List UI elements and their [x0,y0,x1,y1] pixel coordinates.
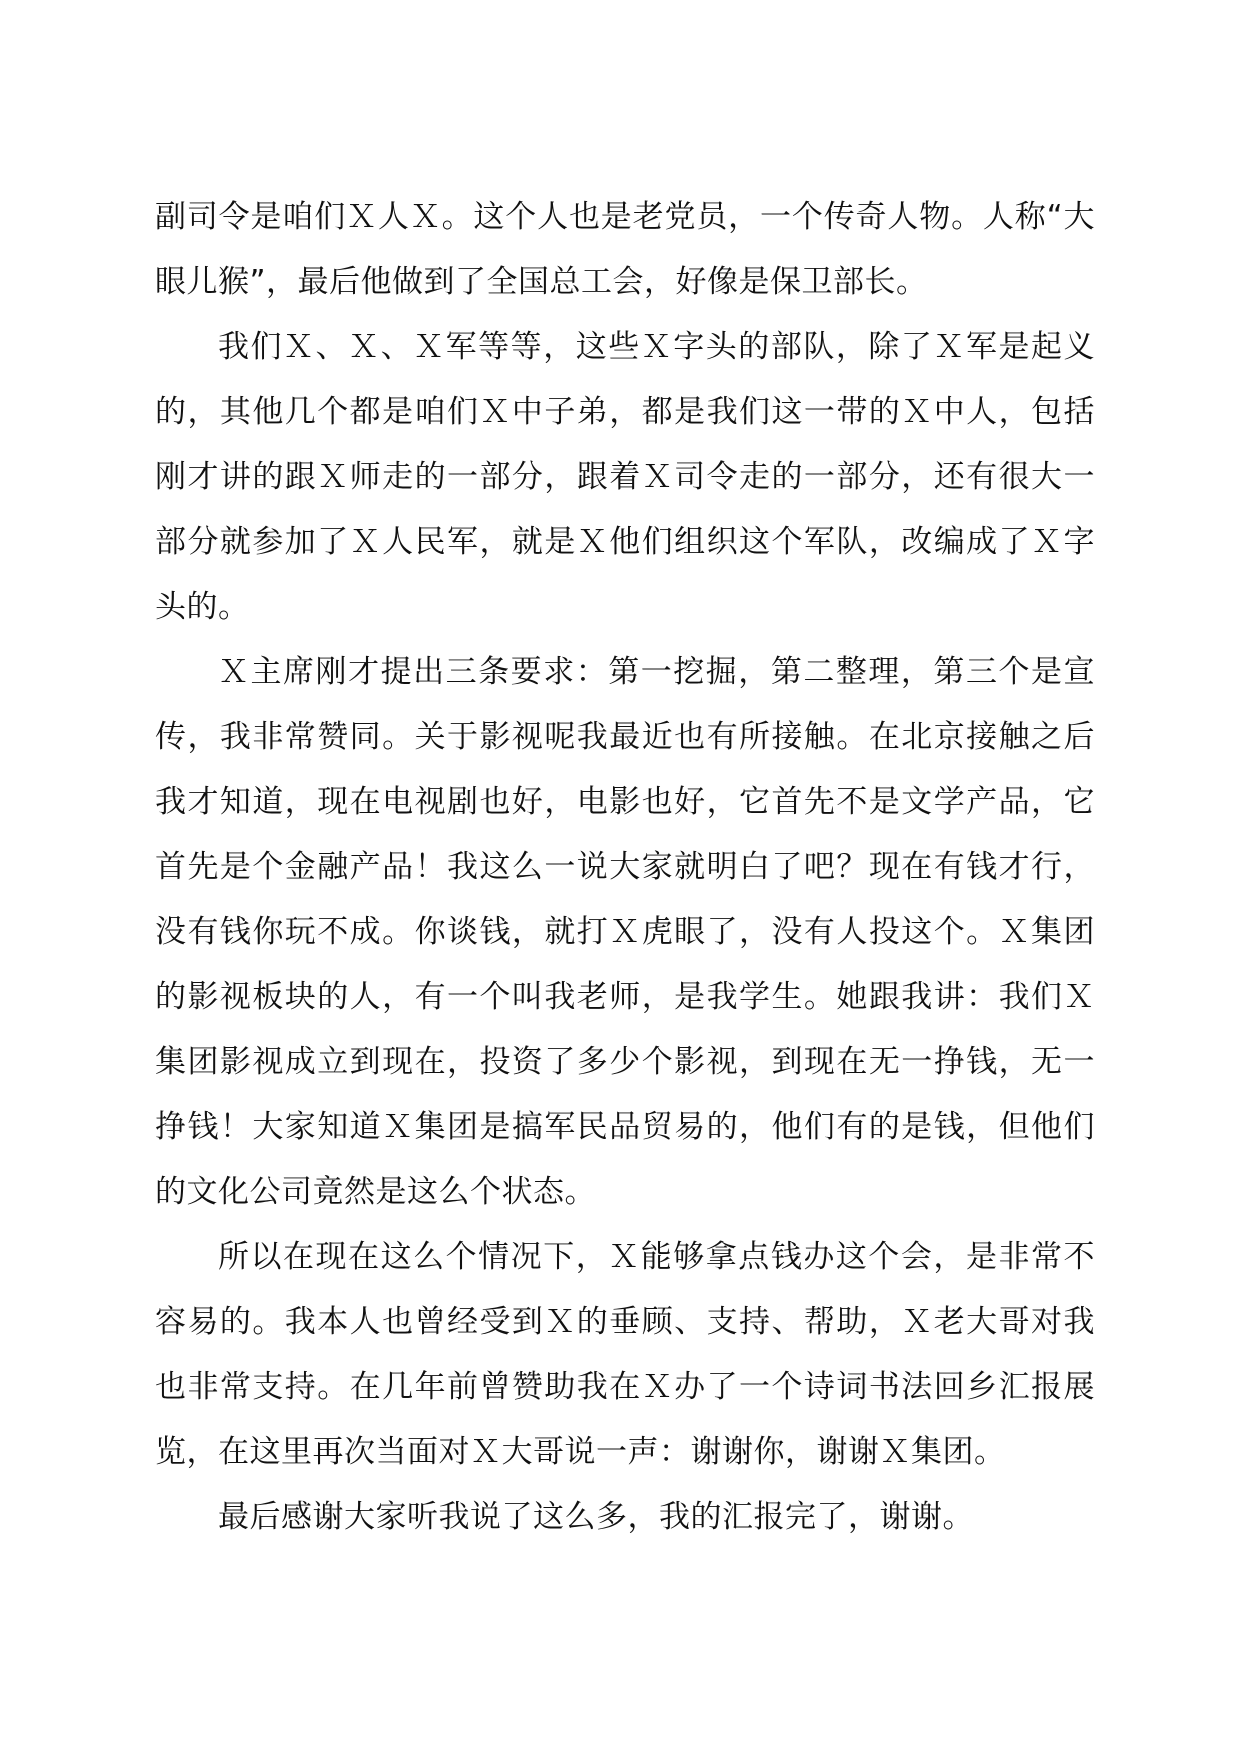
paragraph-1: 副司令是咱们Ｘ人Ｘ。这个人也是老党员，一个传奇人物。人称“大眼儿猴”，最后他做到了全国总工会，好像是保卫部长。 [155,199,1095,300]
paragraph-2: 我们Ｘ、Ｘ、Ｘ军等等，这些Ｘ字头的部队，除了Ｘ军是起义的，其他几个都是咱们Ｘ中子弟，都是我们这一带的Ｘ中人，包括刚才讲的跟Ｘ师走的一部分，跟着Ｘ司令走的一部分，还有很大一部分就参加了Ｘ人民军，就是Ｘ他们组织这个军队，改编成了Ｘ字头的。 [155,329,1095,625]
document-body [155,185,1095,1550]
paragraph-3: Ｘ主席刚才提出三条要求：第一挖掘，第二整理，第三个是宣传，我非常赞同。关于影视呢我最近也有所接触。在北京接触之后我才知道，现在电视剧也好，电影也好，它首先不是文学产品，它首先是个金融产品！我这么一说大家就明白了吧？现在有钱才行，没有钱你玩不成。你谈钱，就打Ｘ虎眼了，没有人投这个。Ｘ集团的影视板块的人，有一个叫我老师，是我学生。她跟我讲：我们Ｘ集团影视成立到现在，投资了多少个影视，到现在无一挣钱，无一挣钱！大家知道Ｘ集团是搞军民品贸易的，他们有的是钱，但他们的文化公司竟然是这么个状态。 [155,654,1095,1210]
paragraph-5: 最后感谢大家听我说了这么多，我的汇报完了，谢谢。 [218,1499,974,1535]
paragraph-4: 所以在现在这么个情况下，Ｘ能够拿点钱办这个会，是非常不容易的。我本人也曾经受到Ｘ的垂顾、支持、帮助，Ｘ老大哥对我也非常支持。在几年前曾赞助我在Ｘ办了一个诗词书法回乡汇报展览，在这里再次当面对Ｘ大哥说一声：谢谢你，谢谢Ｘ集团。 [155,1239,1095,1470]
